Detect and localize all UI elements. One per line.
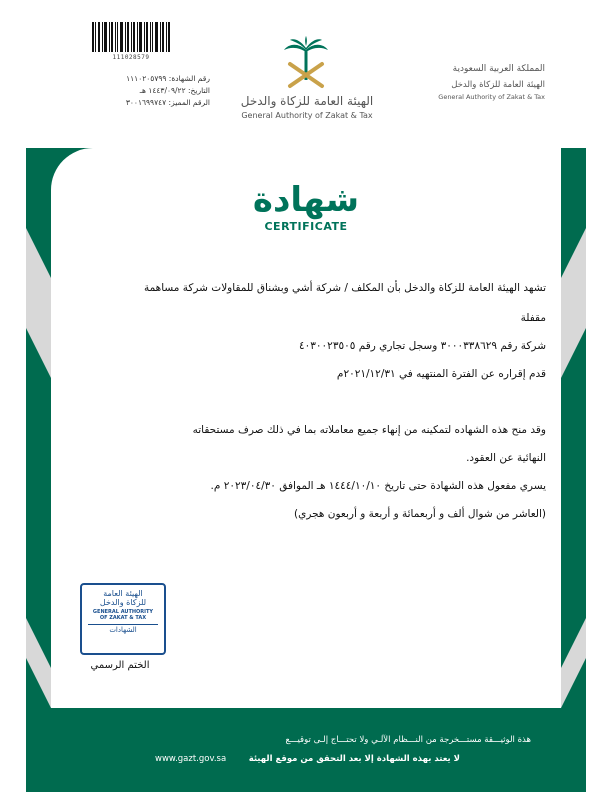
official-stamp (80, 583, 166, 655)
body-line-2: مقفلة (520, 312, 546, 324)
authority-name-en: General Authority of Zakat & Tax (241, 111, 373, 120)
kingdom-name: المملكة العربية السعودية (452, 64, 545, 74)
footer-line-1: هذة الوثيـــقة مستـــخرجة من النـــظام الآلـي ولا تحتـــاج إلـى توقيـــع (285, 735, 531, 745)
stamp-ar-line2: للزكاة والدخل (99, 598, 147, 607)
footer-line-2: لا يعتد بهذه الشهادة إلا بعد التحقق من موقع الهيئة (248, 754, 460, 764)
footer-url[interactable]: www.gazt.gov.sa (155, 754, 227, 764)
distinguished-number: الرقم المميز: ٣٠٠١٦٩٩٧٤٧ (125, 98, 210, 107)
stamp-dept: الشهادات (88, 624, 158, 634)
body-line-8: (العاشر من شوال ألف و أربعمائة و أربعة و أربعون هجري) (294, 508, 546, 520)
right-authority-en: General Authority of Zakat & Tax (438, 93, 545, 101)
body-line-5: وقد منح هذه الشهاده لتمكينه من إنهاء جميع معاملاته بما في ذلك صرف مستحقاته (192, 424, 546, 436)
palm-tree-logo-icon (278, 36, 334, 92)
body-line-4: قدم إقراره عن الفترة المنتهيه في ٢٠٢١/١٢/٣١م (336, 368, 546, 380)
stamp-label: الختم الرسمي (90, 660, 150, 671)
stamp-en-line2: OF ZAKAT & TAX (99, 615, 147, 621)
body-line-7: يسري مفعول هذه الشهادة حتى تاريخ ١٤٤٤/١٠/١٠ هـ الموافق ٢٠٢٣/٠٤/٣٠ م. (210, 480, 546, 492)
body-line-3: شركة رقم ٣٠٠٠٣٣٨٦٢٩ وسجل تجاري رقم ٤٠٣٠٠٢٣٥٠٥ (298, 340, 546, 352)
right-authority-ar: الهيئة العامة للزكاة والدخل (451, 80, 545, 90)
stamp-en-line1: GENERAL AUTHORITY (92, 609, 154, 615)
body-line-1: تشهد الهيئة العامة للزكاة والدخل بأن المكلف / شركة أشي وبشناق للمقاولات شركة مساهمة (143, 282, 546, 294)
authority-name-ar: الهيئة العامة للزكاة والدخل (240, 94, 374, 108)
body-line-6: النهائية عن العقود. (466, 452, 546, 464)
barcode-number: 111028579 (112, 54, 150, 61)
certificate-title-en: CERTIFICATE (264, 220, 348, 233)
stamp-ar-line1: الهيئة العامة (103, 589, 143, 598)
certificate-date: التاريخ: ١٤٤٣/٠٩/٢٢ هـ (139, 86, 210, 95)
certificate-number: رقم الشهادة: ١١١٠٢٠٥٧٩٩ (126, 74, 210, 83)
certificate-title-ar: شهادة (252, 180, 360, 220)
barcode (92, 22, 170, 56)
